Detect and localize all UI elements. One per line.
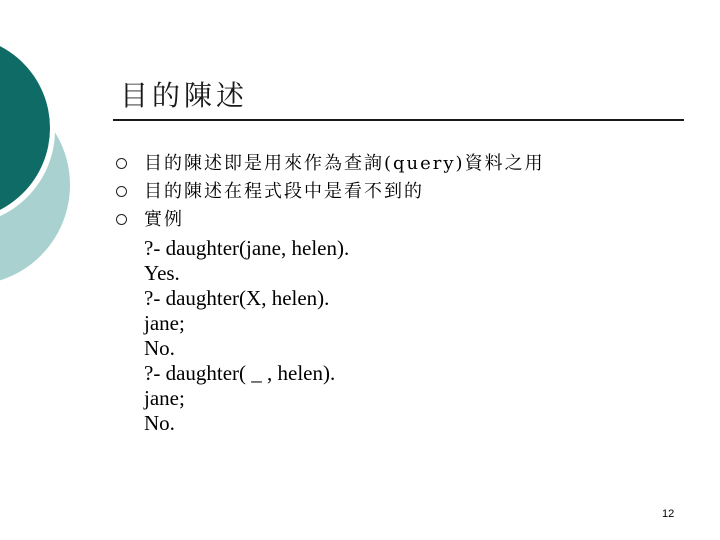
- page-number: 12: [662, 508, 675, 520]
- code-line: ?- daughter(X, helen).: [144, 286, 330, 310]
- bullet-text: 實例: [144, 209, 184, 230]
- code-line: ?- daughter( _ , helen).: [144, 361, 336, 385]
- bullet-item: [116, 150, 545, 178]
- bullet-item: [116, 206, 545, 234]
- circle-bullet-icon: [116, 186, 127, 197]
- title-divider: [113, 119, 684, 121]
- code-line: Yes.: [144, 261, 180, 285]
- slide-title: 目的陳述: [120, 79, 249, 112]
- example-code-block: [144, 236, 349, 436]
- bullet-item: [116, 178, 545, 206]
- bullet-text: 目的陳述即是用來作為查詢(query)資料之用: [144, 153, 545, 174]
- code-line: jane;: [144, 386, 185, 410]
- circle-bullet-icon: [116, 158, 127, 169]
- circle-bullet-icon: [116, 214, 127, 225]
- code-line: No.: [144, 336, 175, 360]
- bullet-list: [116, 150, 545, 234]
- code-line: jane;: [144, 311, 185, 335]
- code-line: No.: [144, 411, 175, 435]
- decorative-circles: [0, 0, 120, 300]
- code-line: ?- daughter(jane, helen).: [144, 236, 350, 260]
- bullet-text: 目的陳述在程式段中是看不到的: [144, 181, 424, 202]
